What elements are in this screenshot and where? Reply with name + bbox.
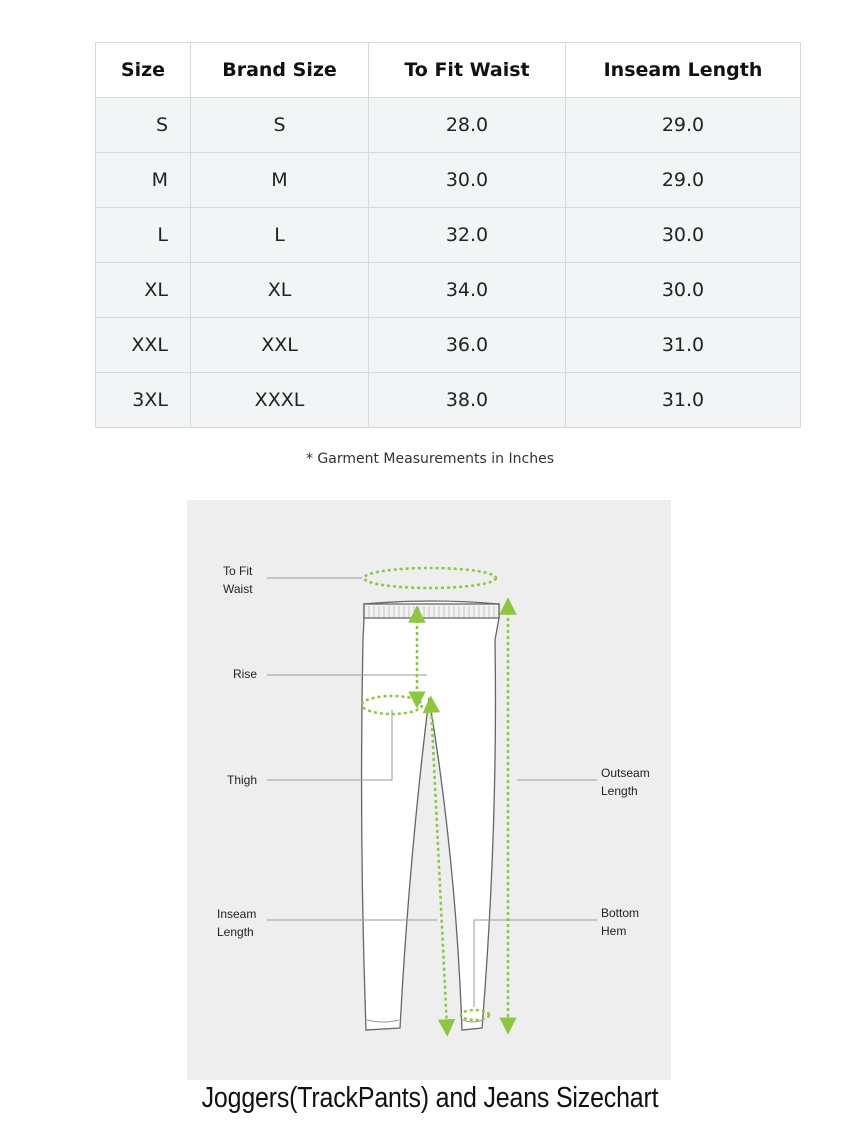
cell-size: L [96, 208, 191, 263]
table-header-row [96, 43, 801, 98]
cell-size: S [96, 98, 191, 153]
cell-inseam: 29.0 [566, 98, 801, 153]
table-row [96, 208, 801, 263]
cell-brand-size: XXXL [191, 373, 369, 428]
waist-measure-ellipse [364, 568, 496, 588]
cell-inseam: 31.0 [566, 373, 801, 428]
cell-inseam: 30.0 [566, 208, 801, 263]
size-chart-table [95, 42, 801, 428]
label-hem-1: Bottom [601, 906, 640, 920]
cell-brand-size: XXL [191, 318, 369, 373]
pants-measurement-diagram [187, 500, 671, 1080]
pants-outline [362, 601, 499, 1030]
label-hem-2: Hem [601, 924, 627, 938]
header-brand-size: Brand Size [191, 43, 369, 98]
cell-waist: 30.0 [369, 153, 566, 208]
measurement-note: * Garment Measurements in Inches [305, 451, 554, 467]
cell-brand-size: S [191, 98, 369, 153]
label-inseam-2: Length [217, 925, 254, 939]
header-to-fit-waist: To Fit Waist [369, 43, 566, 98]
label-waist-2: Waist [223, 582, 253, 596]
label-thigh: Thigh [227, 773, 258, 787]
table-row [96, 98, 801, 153]
table-row [96, 263, 801, 318]
label-inseam-1: Inseam [217, 907, 257, 921]
cell-waist: 38.0 [369, 373, 566, 428]
label-rise: Rise [233, 667, 258, 681]
cell-size: XL [96, 263, 191, 318]
header-inseam-length: Inseam Length [566, 43, 801, 98]
cell-brand-size: M [191, 153, 369, 208]
table-row [96, 318, 801, 373]
cell-waist: 34.0 [369, 263, 566, 318]
cell-brand-size: L [191, 208, 369, 263]
header-size: Size [96, 43, 191, 98]
cell-inseam: 31.0 [566, 318, 801, 373]
cell-brand-size: XL [191, 263, 369, 318]
cell-waist: 36.0 [369, 318, 566, 373]
label-outseam-2: Length [601, 784, 638, 798]
cell-inseam: 29.0 [566, 153, 801, 208]
label-waist-1: To Fit [223, 564, 253, 578]
cell-waist: 28.0 [369, 98, 566, 153]
cell-size: XXL [96, 318, 191, 373]
cell-waist: 32.0 [369, 208, 566, 263]
label-outseam-1: Outseam [601, 766, 650, 780]
table-row [96, 153, 801, 208]
table-row [96, 373, 801, 428]
cell-inseam: 30.0 [566, 263, 801, 318]
cell-size: M [96, 153, 191, 208]
cell-size: 3XL [96, 373, 191, 428]
pants-diagram-svg [187, 500, 671, 1080]
chart-caption: Joggers(TrackPants) and Jeans Sizechart [201, 1082, 659, 1114]
